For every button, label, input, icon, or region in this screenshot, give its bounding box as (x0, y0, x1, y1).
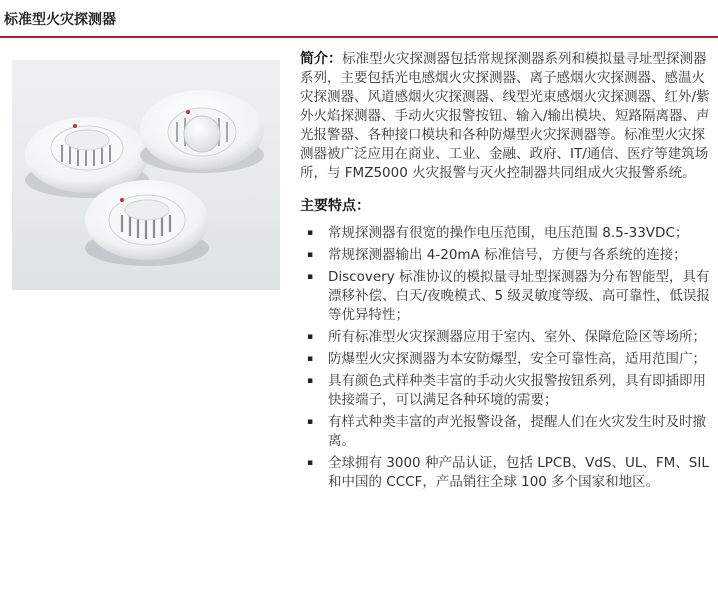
intro-text: 标准型火灾探测器包括常规探测器系列和模拟量寻址型探测器系列，主要包括光电感烟火灾探测器、离子感烟火灾探测器、感温火灾探测器、风道感烟火灾探测器、线型光束感烟火灾探测器、红外/紫外火焰探测器、手动火灾报警按钮、输入/输出模块、短路隔离器、声光报警器、各种接口模块和各种防爆型火灾探测器等。标准型火灾探测器被广泛应用在商业、工业、金融、政府、IT/通信、医疗等建筑场所，与 FMZ5000 火灾报警与灭火控制器共同组成火灾报警系统。 (300, 51, 710, 181)
content-column (300, 50, 712, 495)
bullet-icon (307, 372, 313, 391)
list-item: ▪ 常规探测器有很宽的操作电压范围，电压范围 8.5-33VDC； (300, 224, 712, 243)
list-item: ▪ Discovery 标准协议的模拟量寻址型探测器为分布智能型，具有漂移补偿、白天/夜晚模式、5 级灵敏度等级、高可靠性，低误报等优异特性； (300, 268, 712, 325)
bullet-icon (307, 224, 313, 243)
list-item: ▪ 常规探测器输出 4-20mA 标准信号，方便与各系统的连接； (300, 246, 712, 265)
detectors-illustration (12, 60, 280, 290)
list-item: ▪ 具有颜色式样种类丰富的手动火灾报警按钮系列，具有即插即用快接端子，可以满足各种环境的需要； (300, 372, 712, 410)
features-list (300, 224, 712, 492)
list-item: ▪ 有样式种类丰富的声光报警设备，提醒人们在火灾发生时及时撤离。 (300, 413, 712, 451)
bullet-icon (307, 328, 313, 347)
bullet-icon (307, 268, 313, 287)
bullet-icon (307, 246, 313, 265)
features-heading: 主要特点： (300, 198, 370, 214)
list-item: ▪ 所有标准型火灾探测器应用于室内、室外、保障危险区等场所； (300, 328, 712, 347)
list-item: ▪ 防爆型火灾探测器为本安防爆型，安全可靠性高，适用范围广； (300, 350, 712, 369)
list-item: ▪ 全球拥有 3000 种产品认证，包括 LPCB、VdS、UL、FM、SIL 和中国的 CCCF，产品销往全球 100 多个国家和地区。 (300, 454, 712, 492)
bullet-icon (307, 454, 313, 473)
combined-detector-bottom (85, 180, 209, 266)
bullet-icon (307, 350, 313, 369)
heat-detector-right (140, 90, 264, 173)
page-title: 标准型火灾探测器 (4, 12, 116, 28)
intro-paragraph (300, 50, 712, 183)
intro-label: 简介： (300, 51, 342, 67)
page-header (0, 0, 718, 38)
header-divider (0, 36, 718, 38)
product-photo (12, 60, 280, 290)
bullet-icon (307, 413, 313, 432)
